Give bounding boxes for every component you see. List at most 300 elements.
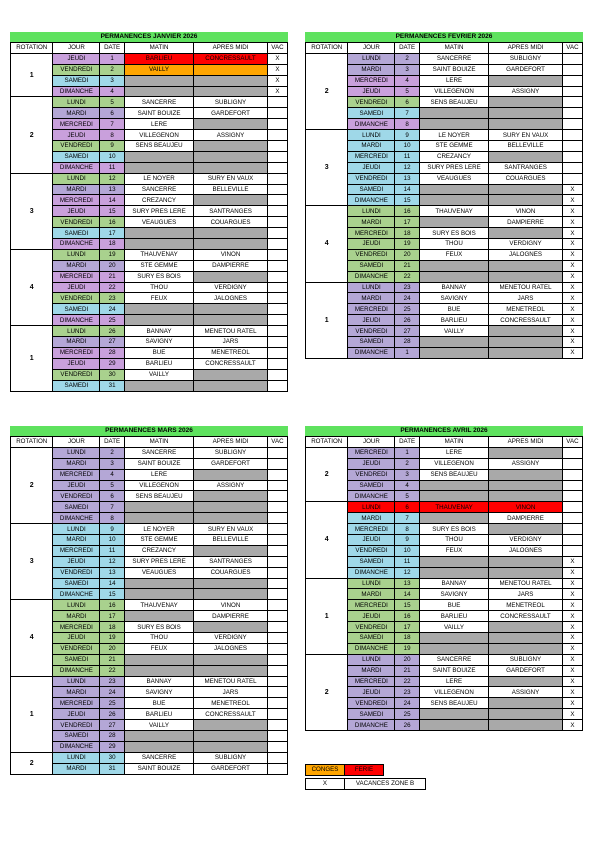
morning-cell: BARLIEU [124, 709, 193, 720]
afternoon-cell [489, 108, 563, 119]
afternoon-cell [489, 260, 563, 271]
table-row [11, 513, 288, 524]
morning-cell: LERE [419, 75, 488, 86]
date-cell: 10 [395, 545, 420, 556]
vacation-cell [267, 665, 287, 676]
day-cell: MARDI [348, 217, 395, 228]
date-cell: 27 [395, 326, 420, 337]
vacation-cell [562, 513, 582, 524]
afternoon-cell [194, 380, 268, 391]
table-row [306, 141, 583, 152]
vacation-cell: X [562, 654, 582, 665]
date-cell: 5 [395, 491, 420, 502]
afternoon-cell: MENETREOL [194, 698, 268, 709]
vacation-cell [267, 119, 287, 130]
vacation-cell [267, 173, 287, 184]
morning-cell: SAINT BOUIZE [419, 64, 488, 75]
month-table [305, 42, 583, 359]
date-cell: 3 [395, 64, 420, 75]
vacation-cell [267, 358, 287, 369]
header-row [306, 437, 583, 448]
date-cell: 10 [100, 151, 125, 162]
table-row [11, 108, 288, 119]
afternoon-cell [194, 369, 268, 380]
afternoon-cell: SUBLIGNY [489, 654, 563, 665]
vacation-cell: X [562, 347, 582, 358]
vacation-cell [562, 480, 582, 491]
day-cell: MERCREDI [53, 698, 100, 709]
table-row [11, 524, 288, 535]
day-cell: SAMEDI [348, 260, 395, 271]
morning-cell: SAVIGNY [124, 337, 193, 348]
date-cell: 26 [100, 326, 125, 337]
date-cell: 28 [100, 731, 125, 742]
morning-cell: SANCERRE [124, 97, 193, 108]
day-cell: MERCREDI [348, 600, 395, 611]
table-row [11, 622, 288, 633]
afternoon-cell [489, 228, 563, 239]
table-row [306, 239, 583, 250]
rotation-cell: 2 [306, 654, 348, 730]
day-cell: VENDREDI [53, 643, 100, 654]
vacation-cell [562, 151, 582, 162]
vacation-cell [267, 108, 287, 119]
table-row [11, 130, 288, 141]
day-cell: MARDI [53, 184, 100, 195]
rotation-cell: 3 [11, 173, 53, 249]
day-cell: VENDREDI [348, 326, 395, 337]
morning-cell: BARLIEU [419, 611, 488, 622]
afternoon-cell [489, 447, 563, 458]
afternoon-cell [489, 151, 563, 162]
afternoon-cell: GARDEFORT [194, 458, 268, 469]
date-cell: 15 [395, 600, 420, 611]
afternoon-cell [194, 502, 268, 513]
table-row [11, 491, 288, 502]
morning-cell: BARLIEU [124, 358, 193, 369]
vacation-cell: X [562, 698, 582, 709]
day-cell: LUNDI [53, 524, 100, 535]
day-cell: JEUDI [53, 130, 100, 141]
day-cell: MERCREDI [348, 304, 395, 315]
date-cell: 20 [100, 643, 125, 654]
morning-cell: BANNAY [124, 676, 193, 687]
table-row [306, 469, 583, 480]
table-row [306, 108, 583, 119]
column-header: VAC [267, 43, 287, 54]
morning-cell [124, 589, 193, 600]
vacation-cell [267, 491, 287, 502]
day-cell: SAMEDI [348, 184, 395, 195]
vacation-cell [267, 326, 287, 337]
table-row [11, 249, 288, 260]
day-cell: MERCREDI [348, 447, 395, 458]
table-row [306, 195, 583, 206]
table-row [306, 337, 583, 348]
date-cell: 8 [100, 130, 125, 141]
afternoon-cell [489, 491, 563, 502]
date-cell: 23 [395, 282, 420, 293]
vacation-cell [267, 752, 287, 763]
rotation-cell: 1 [11, 326, 53, 391]
date-cell: 21 [100, 271, 125, 282]
table-row [306, 643, 583, 654]
table-row [306, 567, 583, 578]
rotation-cell: 4 [11, 249, 53, 325]
table-row [11, 567, 288, 578]
legend-conges: CONGES [306, 765, 345, 776]
day-cell: JEUDI [53, 633, 100, 644]
morning-cell: VEAUGUES [419, 173, 488, 184]
table-row [11, 469, 288, 480]
table-row [306, 271, 583, 282]
vacation-cell [267, 687, 287, 698]
day-cell: LUNDI [53, 676, 100, 687]
morning-cell: VEAUGUES [124, 217, 193, 228]
vacation-cell: X [562, 567, 582, 578]
day-cell: SAMEDI [53, 304, 100, 315]
table-row [11, 731, 288, 742]
day-cell: DIMANCHE [348, 567, 395, 578]
table-row [306, 633, 583, 644]
vacation-cell [267, 556, 287, 567]
day-cell: DIMANCHE [53, 239, 100, 250]
day-cell: DIMANCHE [53, 741, 100, 752]
morning-cell [419, 271, 488, 282]
afternoon-cell: GARDEFORT [489, 64, 563, 75]
date-cell: 23 [100, 676, 125, 687]
vacation-cell [267, 369, 287, 380]
morning-cell: THOU [124, 282, 193, 293]
vacation-cell: X [562, 687, 582, 698]
vacation-cell [267, 611, 287, 622]
vacation-cell [267, 315, 287, 326]
column-header: APRES MIDI [194, 43, 268, 54]
date-cell: 14 [100, 195, 125, 206]
morning-cell [124, 578, 193, 589]
table-row [11, 151, 288, 162]
morning-cell: SAINT BOUIZE [124, 108, 193, 119]
table-row [306, 347, 583, 358]
date-cell: 12 [100, 556, 125, 567]
table-row [306, 282, 583, 293]
afternoon-cell [489, 643, 563, 654]
vacation-cell [267, 228, 287, 239]
afternoon-cell [489, 469, 563, 480]
table-row [11, 611, 288, 622]
day-cell: SAMEDI [53, 380, 100, 391]
morning-cell: SAINT BOUIZE [124, 763, 193, 774]
morning-cell: SAVIGNY [419, 293, 488, 304]
table-row [306, 75, 583, 86]
afternoon-cell: MENETREOL [489, 600, 563, 611]
vacation-cell [562, 491, 582, 502]
vacation-cell: X [562, 326, 582, 337]
morning-cell: FEUX [124, 293, 193, 304]
day-cell: DIMANCHE [348, 271, 395, 282]
vacation-cell [267, 654, 287, 665]
afternoon-cell: BELLEVILLE [194, 184, 268, 195]
date-cell: 11 [100, 162, 125, 173]
vacation-cell [562, 64, 582, 75]
vacation-cell: X [562, 315, 582, 326]
table-row [11, 633, 288, 644]
date-cell: 25 [100, 315, 125, 326]
day-cell: VENDREDI [53, 217, 100, 228]
day-cell: SAMEDI [348, 337, 395, 348]
date-cell: 9 [395, 535, 420, 546]
date-cell: 24 [395, 293, 420, 304]
rotation-cell: 3 [306, 130, 348, 206]
morning-cell: LE NOYER [419, 130, 488, 141]
vacation-cell [562, 469, 582, 480]
afternoon-cell [489, 97, 563, 108]
day-cell: VENDREDI [348, 249, 395, 260]
morning-cell [124, 380, 193, 391]
table-row [306, 720, 583, 731]
day-cell: DIMANCHE [348, 195, 395, 206]
vacation-cell [562, 524, 582, 535]
date-cell: 25 [100, 698, 125, 709]
table-row [306, 64, 583, 75]
afternoon-cell: COUARGUES [194, 217, 268, 228]
month-block-avril [305, 426, 583, 731]
afternoon-cell [489, 271, 563, 282]
morning-cell: LERE [419, 676, 488, 687]
day-cell: DIMANCHE [53, 665, 100, 676]
afternoon-cell: CONCRESSAULT [194, 709, 268, 720]
afternoon-cell: VINON [194, 600, 268, 611]
table-row [306, 151, 583, 162]
date-cell: 16 [395, 206, 420, 217]
morning-cell [124, 731, 193, 742]
afternoon-cell: CONCRESSAULT [489, 611, 563, 622]
morning-cell [124, 75, 193, 86]
afternoon-cell [194, 239, 268, 250]
day-cell: LUNDI [53, 326, 100, 337]
afternoon-cell [194, 545, 268, 556]
table-row [306, 709, 583, 720]
table-row [306, 622, 583, 633]
legend-ferie: FERIE [345, 765, 384, 776]
afternoon-cell [489, 622, 563, 633]
vacation-cell [267, 600, 287, 611]
morning-cell: SANCERRE [419, 53, 488, 64]
morning-cell [124, 513, 193, 524]
day-cell: MERCREDI [348, 75, 395, 86]
morning-cell: SENS BEAUJEU [419, 469, 488, 480]
afternoon-cell: SURY EN VAUX [194, 524, 268, 535]
table-row [11, 698, 288, 709]
day-cell: JEUDI [53, 206, 100, 217]
table-row [11, 271, 288, 282]
vacation-cell [267, 741, 287, 752]
table-row [306, 513, 583, 524]
vacation-cell [267, 282, 287, 293]
morning-cell: SENS BEAUJEU [124, 141, 193, 152]
day-cell: LUNDI [53, 447, 100, 458]
afternoon-cell: DAMPIERRE [489, 513, 563, 524]
afternoon-cell: MENETOU RATEL [194, 676, 268, 687]
date-cell: 13 [100, 184, 125, 195]
month-title: PERMANENCES AVRIL 2026 [305, 426, 583, 436]
table-row [11, 720, 288, 731]
morning-cell [419, 709, 488, 720]
date-cell: 14 [395, 589, 420, 600]
morning-cell: VAILLY [419, 622, 488, 633]
morning-cell [124, 239, 193, 250]
vacation-cell [267, 720, 287, 731]
table-row [11, 337, 288, 348]
date-cell: 9 [100, 524, 125, 535]
morning-cell [419, 347, 488, 358]
day-cell: DIMANCHE [348, 491, 395, 502]
rotation-cell: 2 [11, 97, 53, 173]
afternoon-cell [489, 119, 563, 130]
vacation-cell [267, 763, 287, 774]
vacation-cell: X [267, 86, 287, 97]
vacation-cell [562, 162, 582, 173]
day-cell: DIMANCHE [53, 315, 100, 326]
date-cell: 7 [395, 513, 420, 524]
morning-cell: SAVIGNY [419, 589, 488, 600]
column-header: APRES MIDI [194, 437, 268, 448]
afternoon-cell: SUBLIGNY [489, 53, 563, 64]
table-row [306, 173, 583, 184]
date-cell: 24 [395, 698, 420, 709]
table-row [11, 556, 288, 567]
morning-cell: LE NOYER [124, 173, 193, 184]
vacation-cell: X [562, 271, 582, 282]
afternoon-cell: ASSIGNY [489, 458, 563, 469]
vacation-cell: X [562, 228, 582, 239]
day-cell: DIMANCHE [348, 347, 395, 358]
morning-cell [419, 720, 488, 731]
table-row [11, 676, 288, 687]
day-cell: MARDI [53, 337, 100, 348]
table-row [306, 545, 583, 556]
date-cell: 12 [395, 567, 420, 578]
vacation-cell [267, 260, 287, 271]
morning-cell [124, 665, 193, 676]
vacation-cell [562, 53, 582, 64]
date-cell: 24 [100, 304, 125, 315]
date-cell: 28 [100, 347, 125, 358]
afternoon-cell: ASSIGNY [194, 480, 268, 491]
table-row [306, 249, 583, 260]
morning-cell: LERE [124, 469, 193, 480]
afternoon-cell [489, 720, 563, 731]
date-cell: 13 [395, 578, 420, 589]
day-cell: MARDI [53, 535, 100, 546]
day-cell: VENDREDI [53, 141, 100, 152]
table-row [11, 97, 288, 108]
day-cell: LUNDI [348, 53, 395, 64]
vacation-cell: X [562, 643, 582, 654]
vacation-cell [267, 698, 287, 709]
day-cell: LUNDI [53, 173, 100, 184]
date-cell: 10 [395, 141, 420, 152]
table-row [11, 545, 288, 556]
afternoon-cell [489, 633, 563, 644]
day-cell: MARDI [348, 141, 395, 152]
table-row [11, 458, 288, 469]
month-table [305, 436, 583, 731]
morning-cell [419, 556, 488, 567]
column-header: DATE [100, 43, 125, 54]
vacation-cell [267, 709, 287, 720]
day-cell: MERCREDI [348, 676, 395, 687]
day-cell: MARDI [53, 611, 100, 622]
morning-cell [419, 643, 488, 654]
date-cell: 11 [395, 151, 420, 162]
morning-cell [419, 513, 488, 524]
date-cell: 18 [100, 239, 125, 250]
legend [305, 764, 426, 790]
table-row [11, 326, 288, 337]
morning-cell: LERE [419, 447, 488, 458]
table-row [11, 173, 288, 184]
rotation-cell: 3 [11, 524, 53, 600]
vacation-cell: X [562, 249, 582, 260]
day-cell: VENDREDI [348, 173, 395, 184]
table-row [11, 304, 288, 315]
afternoon-cell [194, 469, 268, 480]
date-cell: 13 [395, 173, 420, 184]
day-cell: LUNDI [348, 578, 395, 589]
afternoon-cell: COUARGUES [194, 567, 268, 578]
month-block-fevrier [305, 32, 583, 359]
column-header: DATE [395, 43, 420, 54]
morning-cell [124, 741, 193, 752]
day-cell: DIMANCHE [53, 86, 100, 97]
vacation-cell [267, 447, 287, 458]
date-cell: 11 [100, 545, 125, 556]
date-cell: 1 [100, 53, 125, 64]
table-row [306, 315, 583, 326]
afternoon-cell: SUBLIGNY [194, 447, 268, 458]
table-row [306, 524, 583, 535]
date-cell: 17 [395, 217, 420, 228]
afternoon-cell: JARS [194, 337, 268, 348]
month-title: PERMANENCES FEVRIER 2026 [305, 32, 583, 42]
morning-cell: LERE [124, 119, 193, 130]
column-header: APRES MIDI [489, 437, 563, 448]
vacation-cell: X [562, 665, 582, 676]
day-cell: MARDI [53, 458, 100, 469]
afternoon-cell: DAMPIERRE [194, 260, 268, 271]
table-row [306, 458, 583, 469]
day-cell: LUNDI [348, 206, 395, 217]
table-row [11, 535, 288, 546]
morning-cell: FEUX [419, 545, 488, 556]
day-cell: SAMEDI [53, 578, 100, 589]
afternoon-cell [194, 228, 268, 239]
vacation-cell: X [267, 53, 287, 64]
column-header: JOUR [348, 437, 395, 448]
day-cell: LUNDI [53, 752, 100, 763]
date-cell: 15 [100, 589, 125, 600]
day-cell: MARDI [53, 687, 100, 698]
morning-cell: SENS BEAUJEU [124, 491, 193, 502]
vacation-cell [562, 130, 582, 141]
vacation-cell: X [562, 184, 582, 195]
afternoon-cell: SUBLIGNY [194, 97, 268, 108]
day-cell: JEUDI [53, 480, 100, 491]
date-cell: 29 [100, 741, 125, 752]
day-cell: JEUDI [53, 556, 100, 567]
day-cell: MERCREDI [348, 151, 395, 162]
